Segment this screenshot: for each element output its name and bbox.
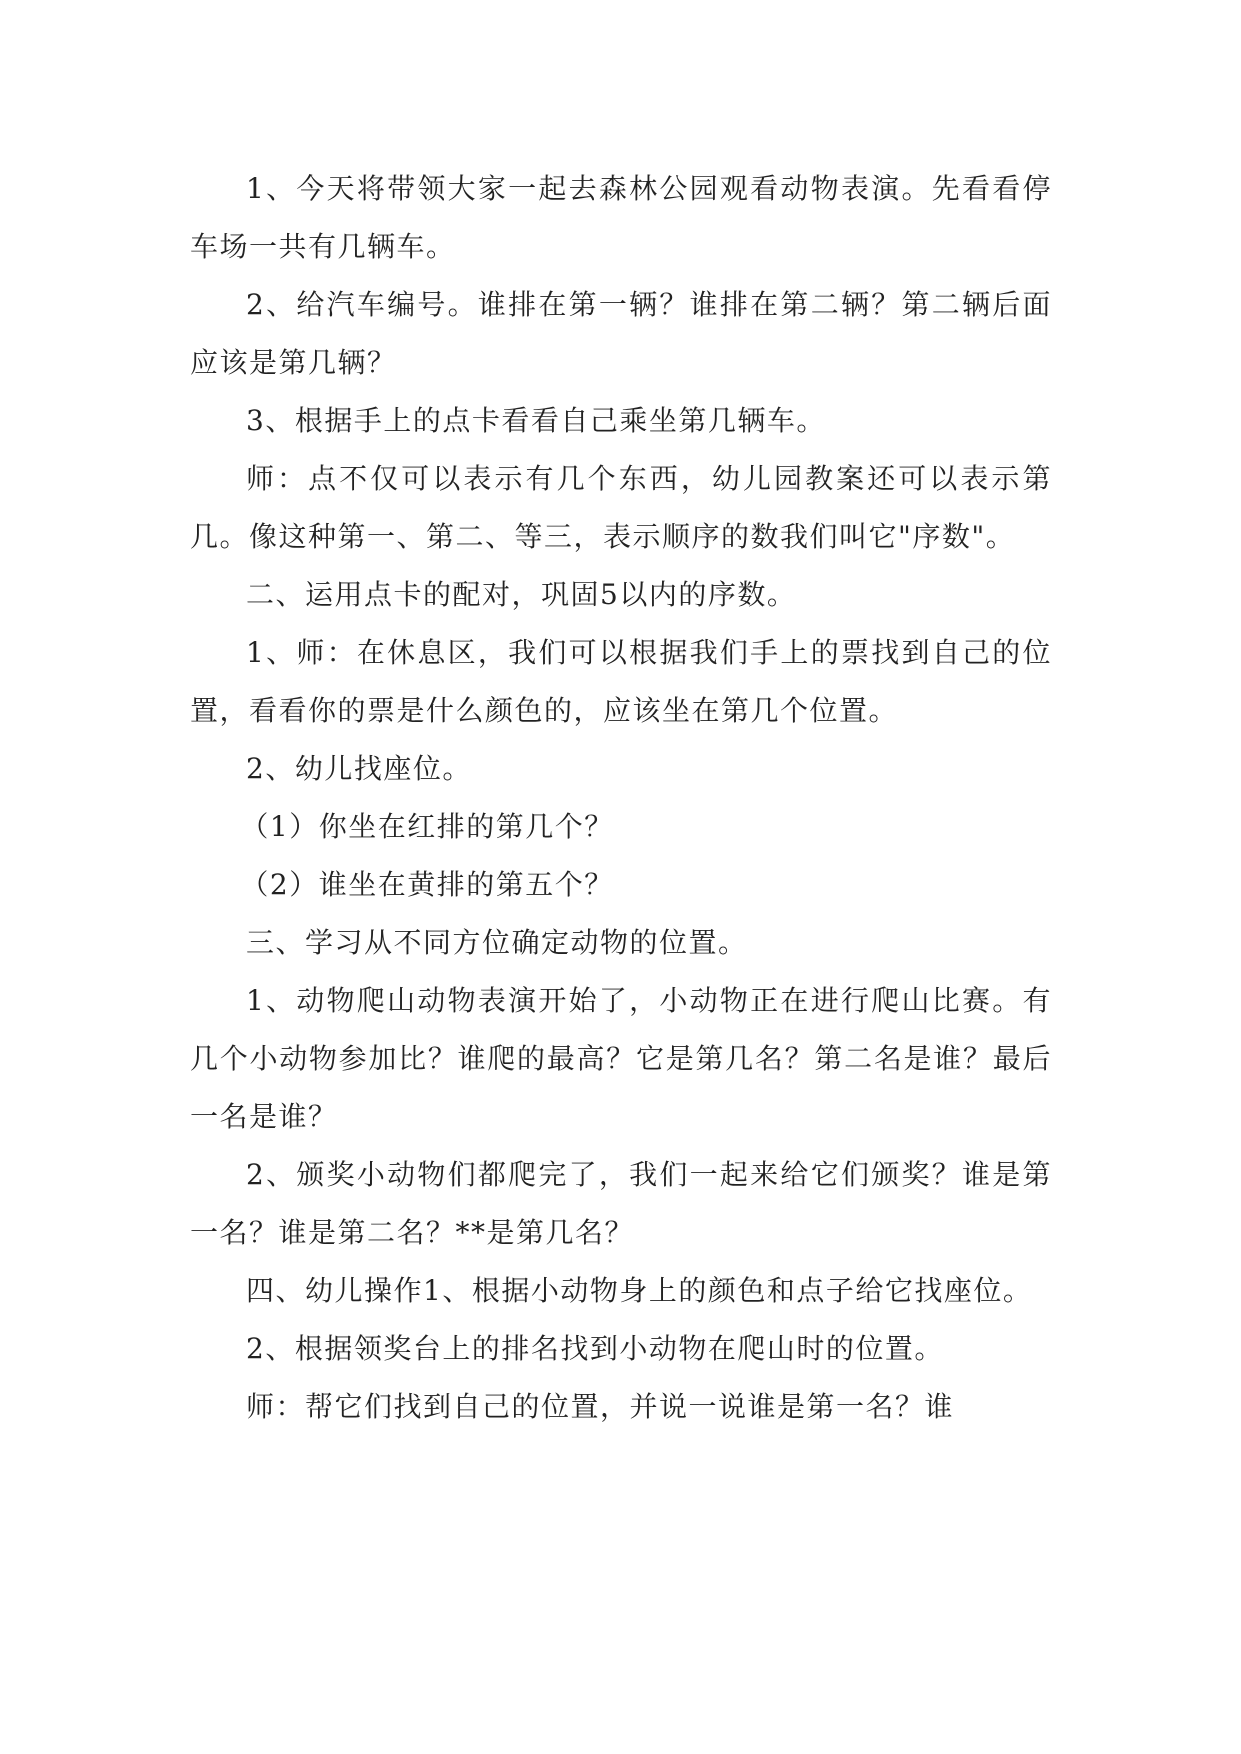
- paragraph: 3、根据手上的点卡看看自己乘坐第几辆车。: [246, 404, 826, 437]
- paragraph: 1、今天将带领大家一起去森林公园观看动物表演。先看看停车场一共有几辆车。: [190, 172, 1052, 263]
- paragraph: 师：帮它们找到自己的位置，并说一说谁是第一名？谁: [246, 1390, 955, 1423]
- paragraph: 1、动物爬山动物表演开始了，小动物正在进行爬山比赛。有几个小动物参加比？谁爬的最高？它是第几名？第二名是谁？最后一名是谁？: [190, 984, 1052, 1133]
- list-item: （1）你坐在红排的第几个？: [240, 810, 614, 843]
- paragraph: 1、师：在休息区，我们可以根据我们手上的票找到自己的位置，看看你的票是什么颜色的，应该坐在第几个位置。: [190, 636, 1052, 727]
- section-heading: 三、学习从不同方位确定动物的位置。: [246, 926, 748, 959]
- paragraph: 2、颁奖小动物们都爬完了，我们一起来给它们颁奖？谁是第一名？谁是第二名？**是第几名？: [190, 1158, 1052, 1249]
- paragraph: 2、根据领奖台上的排名找到小动物在爬山时的位置。: [246, 1332, 944, 1365]
- paragraph: 2、幼儿找座位。: [246, 752, 472, 785]
- document-body: [190, 160, 1052, 1436]
- paragraph: 2、给汽车编号。谁排在第一辆？谁排在第二辆？第二辆后面应该是第几辆？: [190, 288, 1052, 379]
- paragraph: 师：点不仅可以表示有几个东西，幼儿园教案还可以表示第几。像这种第一、第二、等三，表示顺序的数我们叫它"序数"。: [190, 462, 1052, 553]
- section-heading: 二、运用点卡的配对，巩固5以内的序数。: [246, 578, 797, 611]
- section-heading: 四、幼儿操作1、根据小动物身上的颜色和点子给它找座位。: [246, 1274, 1033, 1307]
- list-item: （2）谁坐在黄排的第五个？: [240, 868, 614, 901]
